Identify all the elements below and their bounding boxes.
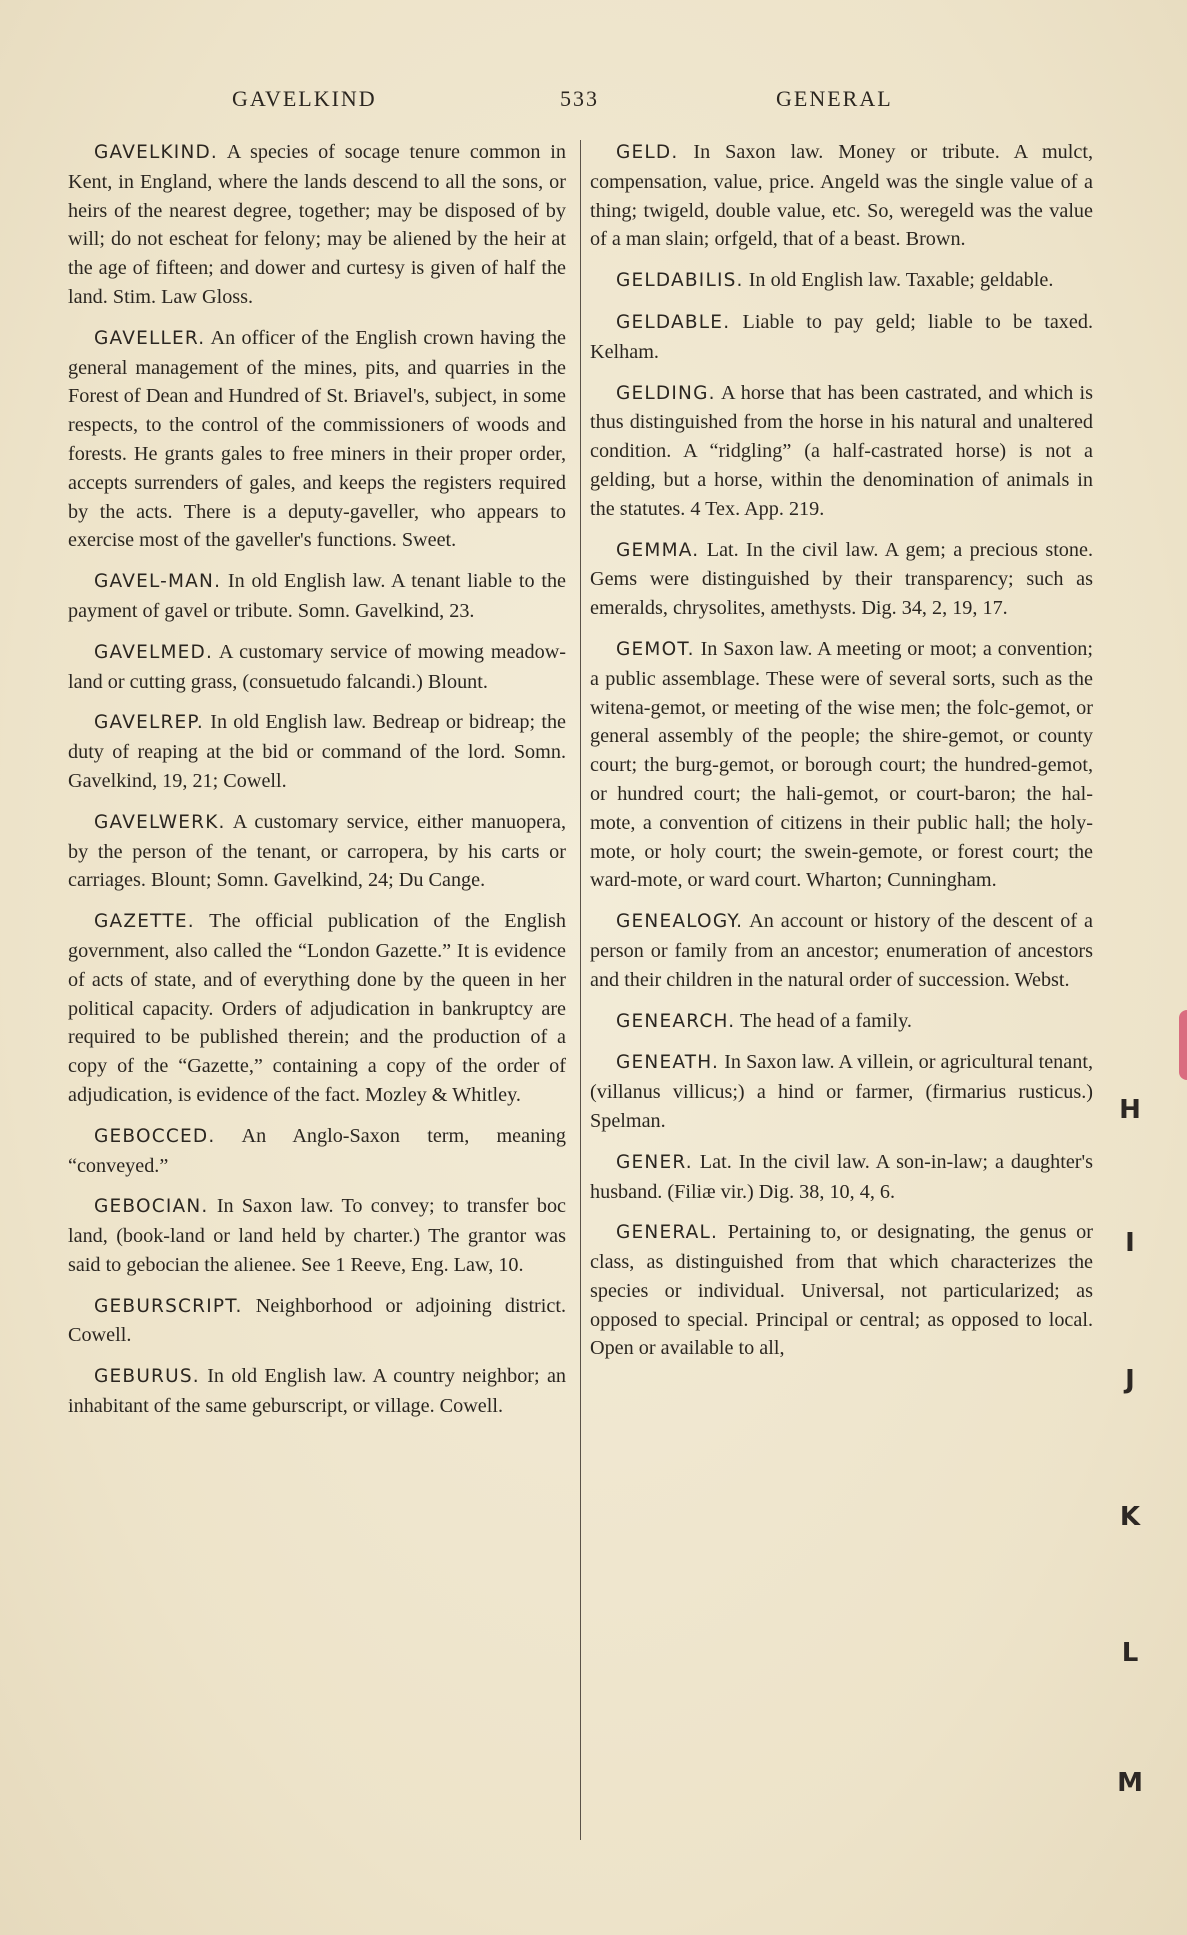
entry-headword: GENEARCH. — [616, 1010, 736, 1032]
left-column — [68, 138, 566, 1433]
running-head — [0, 86, 1187, 122]
thumb-index — [1110, 0, 1160, 1935]
entry-text: Lat. In the civil law. A son-in-law; a daughter's husband. (Filiæ vir.) Dig. 38, 10, 4, 6. — [590, 1150, 1094, 1203]
entry-gavelrep — [68, 708, 566, 795]
thumb-index-letter-l: L — [1121, 1638, 1139, 1668]
entry-headword: GENER. — [616, 1151, 693, 1173]
thumb-index-letter-h: H — [1119, 1095, 1141, 1125]
page-number: 533 — [560, 86, 599, 111]
entry-text: In old English law. Taxable; geldable. — [748, 269, 1054, 292]
entry-headword: GEMMA. — [616, 539, 700, 561]
entry-headword: GENEALOGY. — [616, 911, 744, 933]
entry-headword: GAVELKIND. — [94, 142, 219, 163]
entry-text: An officer of the English crown having the general management of the mines, pits, and quarries in the Forest of Dean and Hundred of St. Briavel's, subject, in some respects, to the control of the commissioners of woods and forests. He grants gales to free miners in their proper order, accepts surrenders of gales, and keeps the registers required by the acts. There is a deputy-gaveller, who appears to exercise most of the gaveller's functions. Sweet. — [68, 326, 566, 552]
column-divider — [580, 140, 581, 1840]
entry-text: In Saxon law. Money or tribute. A mulct, compensation, value, price. Angeld was the single value of a thing; twigeld, double value, etc. So, weregeld was the value of a man slain; orfgeld, that of a beast. Brown. — [590, 141, 1093, 251]
thumb-index-letter-i: I — [1125, 1228, 1135, 1258]
entry-gebocian — [68, 1192, 566, 1279]
entry-headword: GAVELREP. — [94, 712, 204, 734]
entry-text: The official publication of the English government, also called the “London Gazette.” It is evidence of acts of state, and of everything done by the queen in her political capacity. Orders of adjudication in bankruptcy are required to be published therein; and the production of a copy of the “Gazette,” containing a copy of the order of adjudication, is evidence of the fact. Mozley & Whitley. — [68, 910, 566, 1106]
entry-gemot — [590, 635, 1093, 895]
entry-gavelwerk — [68, 808, 566, 895]
thumb-index-letter-m: M — [1117, 1768, 1143, 1798]
entry-text: A species of socage tenure common in Kent, in England, where the lands descend to all the sons, or heirs of the nearest degree, together; may be disposed of by will; do not escheat for felony; may be aliened by the heir at the age of fifteen; and dower and curtesy is given of half the land. Stim. Law Gloss. — [68, 141, 566, 308]
entry-text: Lat. In the civil law. A gem; a precious stone. Gems were distinguished by their transparency; such as emeralds, chrysolites, amethysts. Dig. 34, 2, 19, 17. — [590, 538, 1093, 620]
entry-gelding — [590, 379, 1093, 524]
page-edge-tab — [1179, 1010, 1187, 1080]
entry-text: In Saxon law. To convey; to transfer boc land, (book-land or land held by charter.) The grantor was said to gebocian the alienee. See 1 Reeve, Eng. Law, 10. — [68, 1195, 567, 1276]
entry-headword: GEBURUS. — [94, 1366, 200, 1388]
entry-text: In old English law. Bedreap or bidreap; the duty of reaping at the bid or command of the lord. Somn. Gavelkind, 19, 21; Cowell. — [68, 711, 566, 792]
entry-geburscript — [68, 1292, 566, 1351]
entry-text: In Saxon law. A villein, or agricultural tenant, (villanus villicus;) a hind or farmer, (firmarius rusticus.) Spelman. — [590, 1051, 1093, 1132]
entry-gaveller — [68, 324, 566, 555]
entry-geburus — [68, 1362, 566, 1421]
entry-geldabilis — [590, 266, 1093, 296]
entry-geld — [590, 138, 1093, 254]
running-head-right: GENERAL — [776, 86, 893, 111]
entry-text: A horse that has been castrated, and which is thus distinguished from the horse in his natural and unaltered condition. A “ridgling” (a half-castrated horse) is not a gelding, but a horse, within the denomination of animals in the statutes. 4 Tex. App. 219. — [590, 381, 1093, 520]
entry-gavel-man — [68, 567, 566, 626]
entry-headword: GAZETTE. — [94, 911, 195, 933]
entry-headword: GAVEL-MAN. — [94, 571, 222, 593]
entry-genearch — [590, 1007, 1093, 1037]
entry-text: An account or history of the descent of a person or family from an ancestor; enumeration of ancestors and their children in the natural order of succession. Webst. — [590, 910, 1093, 991]
entry-text: Liable to pay geld; liable to be taxed. Kelham. — [590, 310, 1094, 363]
entry-gavelmed — [68, 638, 566, 697]
thumb-index-letter-k: K — [1119, 1502, 1141, 1532]
entry-gavelkind — [68, 138, 566, 312]
entry-headword: GEBURSCRIPT. — [94, 1295, 243, 1317]
entry-headword: GELD. — [616, 142, 679, 163]
entry-text: A customary service, either manuopera, by the person of the tenant, or carropera, by his carts or carriages. Blount; Somn. Gavelkind, 24; Du Cange. — [68, 810, 567, 892]
entry-genealogy — [590, 907, 1093, 994]
entry-text: An Anglo-Saxon term, meaning “conveyed.” — [68, 1124, 566, 1177]
running-head-left: GAVELKIND — [232, 86, 377, 111]
entry-headword: GENEATH. — [616, 1052, 720, 1074]
entry-text: A customary service of mowing meadow-land or cutting grass, (consuetudo falcandi.) Blount. — [68, 640, 566, 693]
entry-gazette — [68, 907, 566, 1110]
entry-gebocced — [68, 1122, 566, 1181]
thumb-index-letter-j: J — [1125, 1365, 1135, 1395]
entry-text: Neighborhood or adjoining district. Cowell. — [68, 1294, 566, 1347]
entry-headword: GELDABILIS. — [616, 270, 744, 292]
entry-headword: GAVELMED. — [94, 641, 214, 663]
entry-text: Pertaining to, or designating, the genus or class, as distinguished from that which characterizes the species or individual. Universal, not particularized; as opposed to special. Principal or central; as opposed to local. Open or available to all, — [590, 1221, 1093, 1360]
entry-text: In old English law. A tenant liable to the payment of gavel or tribute. Somn. Gavelkind, 23. — [68, 570, 567, 622]
entry-headword: GAVELWERK. — [94, 811, 226, 833]
entry-headword: GELDING. — [616, 382, 716, 404]
entry-geneath — [590, 1048, 1093, 1135]
entry-headword: GAVELLER. — [94, 327, 206, 349]
entry-text: In Saxon law. A meeting or moot; a convention; a public assemblage. These were of several sorts, such as the witena-gemot, or meeting of the wise men; the folc-gemot, or general assembly of the people; the shire-gemot, or county court; the burg-gemot, or borough court; the hundred-gemot, or hundred court; the hali-gemot, or court-baron; the hal-mote, a convention of citizens in their public hall; the holy-mote, or holy court; the swein-gemote, or forest court; the ward-mote, or ward court. Wharton; Cunningham. — [590, 637, 1093, 892]
entry-gemma — [590, 536, 1093, 623]
entry-text: In old English law. A country neighbor; an inhabitant of the same geburscript, or village. Cowell. — [68, 1365, 566, 1418]
entry-headword: GEBOCCED. — [94, 1125, 216, 1147]
right-column — [590, 138, 1093, 1375]
entry-geldable — [590, 308, 1093, 367]
entry-headword: GEBOCIAN. — [94, 1196, 209, 1218]
entry-headword: GEMOT. — [616, 638, 695, 660]
entry-headword: GENERAL. — [616, 1222, 719, 1244]
entry-headword: GELDABLE. — [616, 311, 731, 333]
entry-gener — [590, 1148, 1093, 1207]
entry-general — [590, 1218, 1093, 1363]
entry-text: The head of a family. — [740, 1009, 912, 1032]
